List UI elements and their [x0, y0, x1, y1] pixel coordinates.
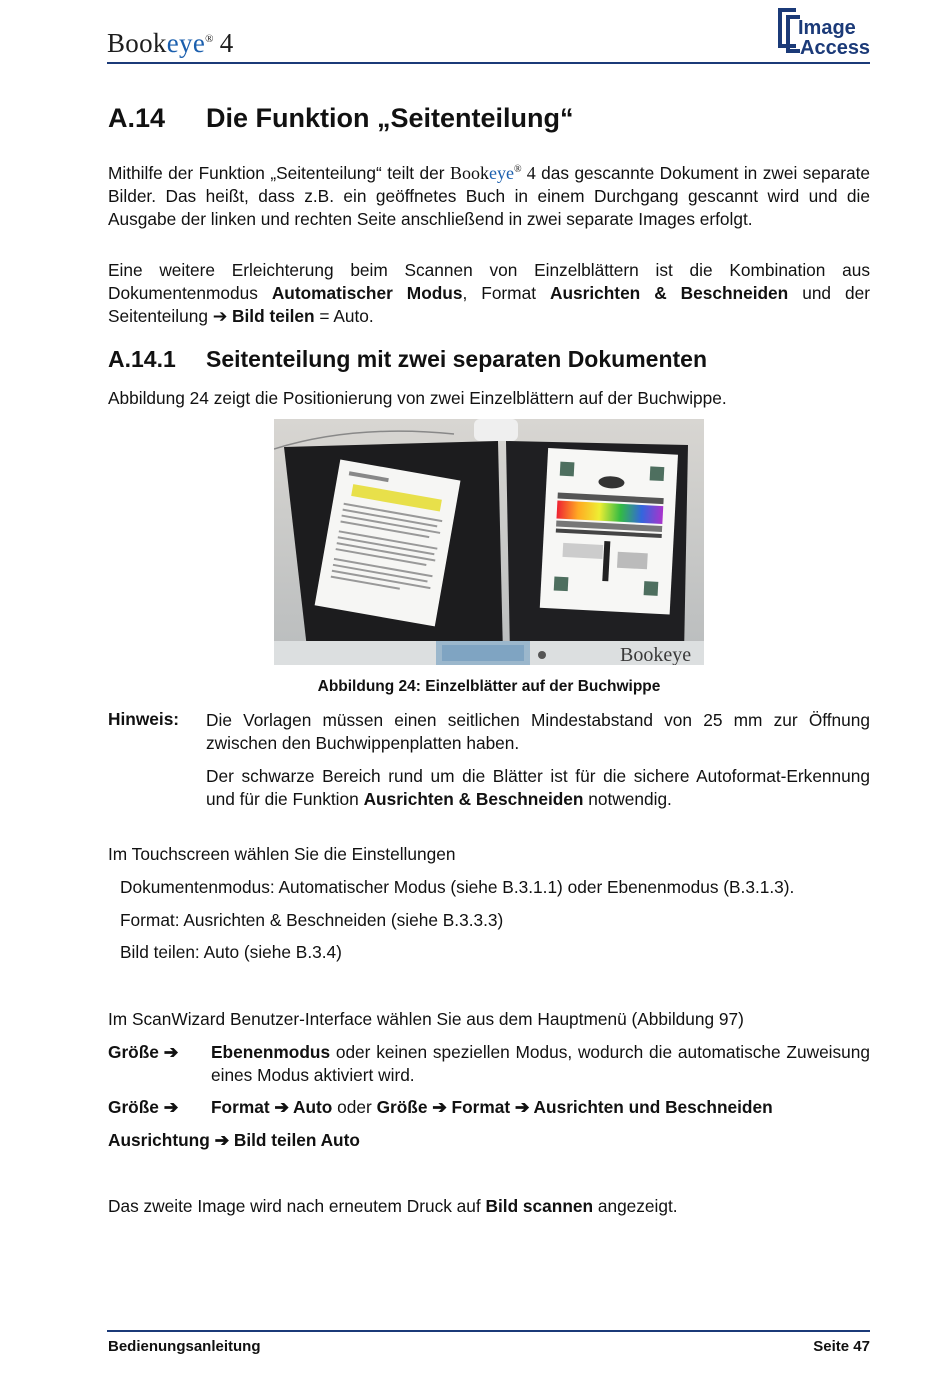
- scanwizard-row-text: Format ➔ Auto oder Größe ➔ Format ➔ Ausrichten und Beschneiden: [211, 1097, 773, 1117]
- note-label: Hinweis:: [108, 709, 180, 729]
- section-heading: A.14 Die Funktion „Seitenteilung“: [108, 103, 574, 133]
- combination-paragraph: Eine weitere Erleichterung beim Scannen von Einzelblättern ist die Kombination aus Dokumentenmodus Automatischer Modus, Format Ausrichten & Beschneiden und der Seitenteilung ➔ Bild teilen = Auto.: [108, 260, 870, 326]
- page-footer: [107, 1330, 870, 1355]
- scanwizard-row-label: Größe ➔: [108, 1097, 179, 1117]
- touchscreen-setting: Bild teilen: Auto (siehe B.3.4): [120, 942, 342, 962]
- scanwizard-row-text: Ebenenmodus oder keinen speziellen Modus, wodurch die automatische Zuweisung eines Modus aktiviert wird.: [211, 1042, 870, 1085]
- touchscreen-intro: Im Touchscreen wählen Sie die Einstellungen: [108, 844, 456, 864]
- subsection-lead: Abbildung 24 zeigt die Positionierung von zwei Einzelblättern auf der Buchwippe.: [108, 388, 727, 408]
- figure-caption: Abbildung 24: Einzelblätter auf der Buchwippe: [317, 678, 661, 695]
- intro-paragraph: Mithilfe der Funktion „Seitenteilung“ teilt der Bookeye® 4 das gescannte Dokument in zwei separate Bilder. Das heißt, dass z.B. ein geöffnetes Buch in einem Durchgang gescannt wird und die Ausgabe der linken und rechten Seite anschließend in zwei separate Images erfolgt.: [108, 163, 870, 229]
- bookeye-brand-logo: Bookeye® 4: [107, 28, 234, 58]
- scanwizard-row-label: Größe ➔: [108, 1042, 179, 1062]
- note-line-2: Der schwarze Bereich rund um die Blätter ist für die sichere Autoformat-Erkennung und für die Funktion Ausrichten & Beschneiden notwendig.: [206, 766, 870, 809]
- note-line-1: Die Vorlagen müssen einen seitlichen Mindestabstand von 25 mm zur Öffnung zwischen den Buchwippenplatten haben.: [206, 710, 870, 753]
- footer-doc-title: Bedienungsanleitung: [108, 1338, 261, 1355]
- touchscreen-setting: Format: Ausrichten & Beschneiden (siehe B.3.3.3): [120, 910, 504, 930]
- scanwizard-row-alignment: Ausrichtung ➔ Bild teilen Auto: [108, 1130, 360, 1150]
- touchscreen-setting: Dokumentenmodus: Automatischer Modus (siehe B.3.1.1) oder Ebenenmodus (B.3.1.3).: [120, 877, 795, 897]
- page-number: Seite 47: [813, 1338, 870, 1355]
- image-access-logo: Image Access: [778, 6, 870, 60]
- page-header: [107, 6, 870, 64]
- closing-paragraph: Das zweite Image wird nach erneutem Druck auf Bild scannen angezeigt.: [108, 1196, 678, 1216]
- subsection-heading: A.14.1 Seitenteilung mit zwei separaten Dokumenten: [108, 346, 707, 372]
- scanwizard-intro: Im ScanWizard Benutzer-Interface wählen Sie aus dem Hauptmenü (Abbildung 97): [108, 1009, 744, 1029]
- scanner-photo: [274, 419, 704, 665]
- svg-text:Bookeye: Bookeye: [620, 644, 692, 665]
